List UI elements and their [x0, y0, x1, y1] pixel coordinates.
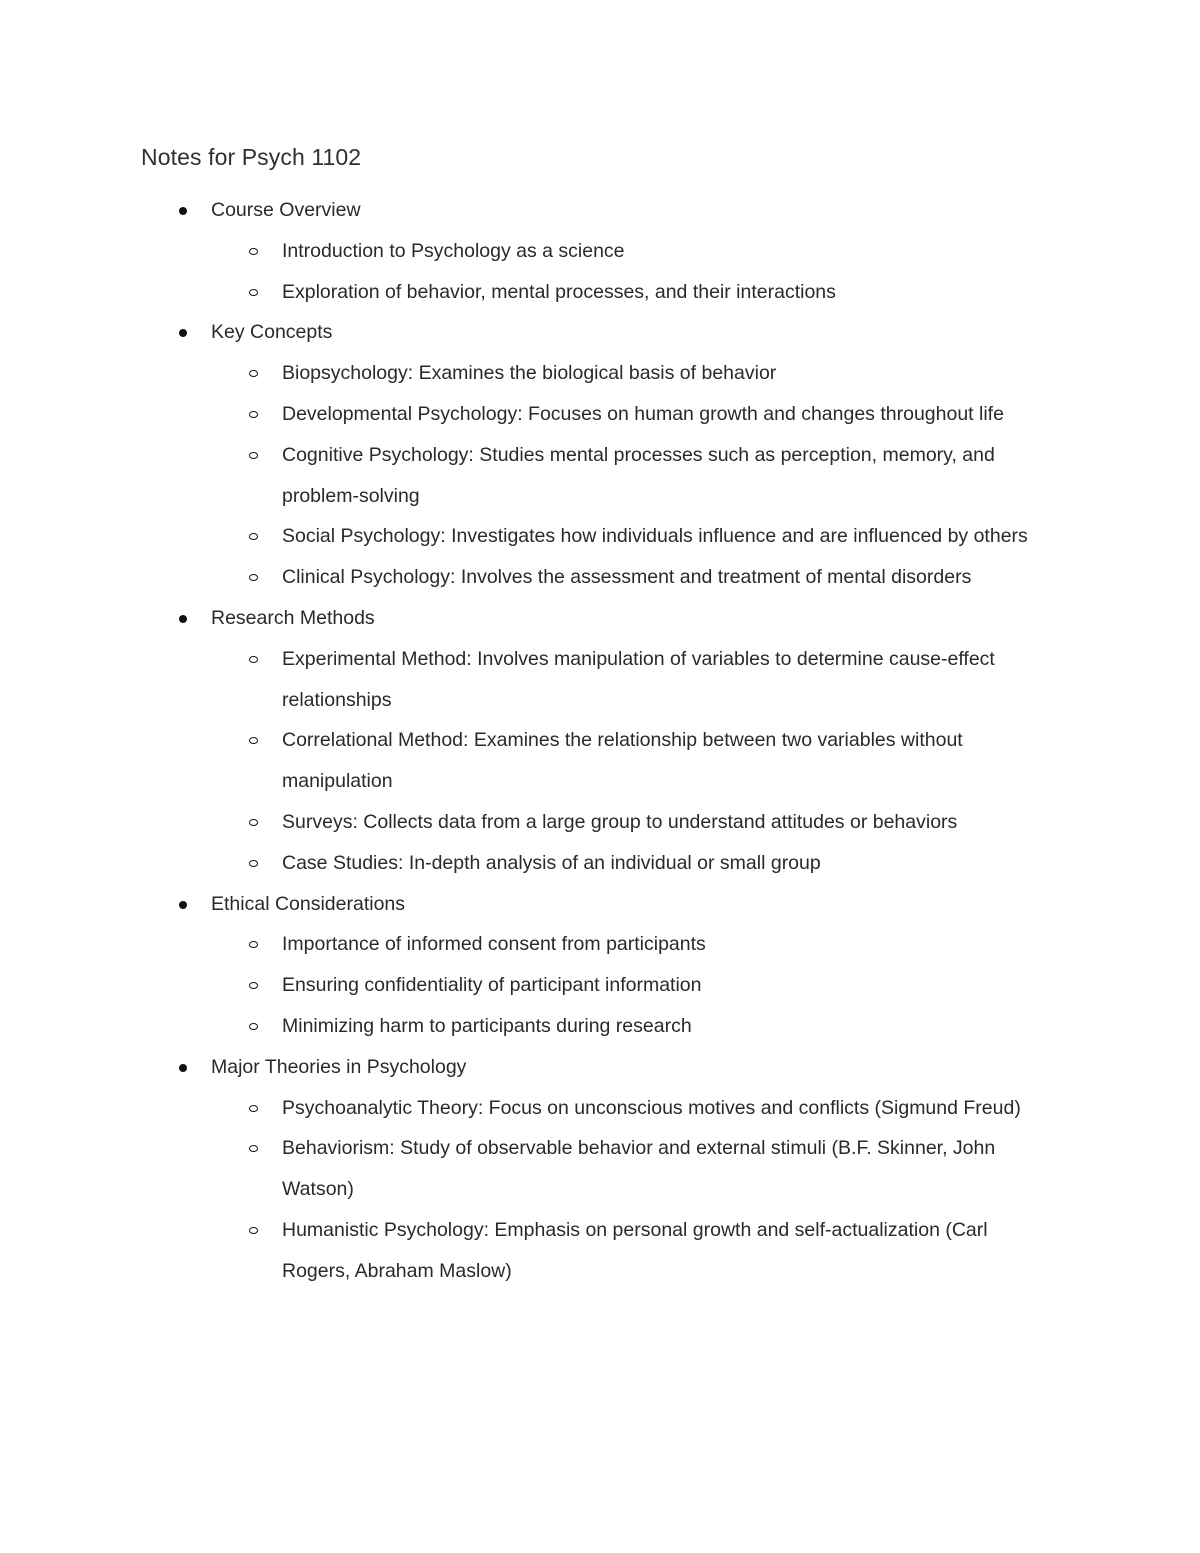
list-item: Humanistic Psychology: Emphasis on personal growth and self-actualization (Carl Rogers, Abraham Maslow) [0, 1210, 1052, 1292]
hollow-bullet-icon [249, 533, 258, 540]
hollow-bullet-icon [249, 289, 258, 296]
sub-list [0, 924, 1200, 1046]
hollow-bullet-icon [249, 1227, 258, 1234]
document-title: Notes for Psych 1102 [141, 144, 362, 170]
hollow-bullet-icon [249, 574, 258, 581]
hollow-bullet-icon [249, 819, 258, 826]
list-item: Behaviorism: Study of observable behavior and external stimuli (B.F. Skinner, John Watson) [0, 1128, 1052, 1210]
sub-list [0, 231, 1200, 313]
sub-list [0, 639, 1200, 884]
notes-outline [0, 190, 1200, 1292]
hollow-bullet-icon [249, 982, 258, 989]
section-heading-row [0, 190, 1200, 231]
list-item: Case Studies: In-depth analysis of an individual or small group [0, 843, 1052, 884]
list-item: Exploration of behavior, mental processes, and their interactions [0, 272, 1052, 313]
list-item: Experimental Method: Involves manipulation of variables to determine cause-effect relationships [0, 639, 1052, 721]
section-heading: Research Methods [211, 606, 375, 629]
section-major-theories [0, 1047, 1200, 1292]
sub-list [0, 1088, 1200, 1292]
list-item: Surveys: Collects data from a large group to understand attitudes or behaviors [0, 802, 1052, 843]
hollow-bullet-icon [249, 1145, 258, 1152]
section-heading: Course Overview [211, 199, 361, 221]
list-item: Introduction to Psychology as a science [0, 231, 1052, 272]
filled-bullet-icon [179, 1064, 187, 1072]
hollow-bullet-icon [249, 248, 258, 255]
hollow-bullet-icon [249, 452, 258, 459]
hollow-bullet-icon [249, 370, 258, 377]
section-heading: Key Concepts [211, 321, 333, 344]
hollow-bullet-icon [249, 1023, 258, 1030]
list-item: Biopsychology: Examines the biological basis of behavior [0, 353, 1052, 394]
list-item: Psychoanalytic Theory: Focus on unconscious motives and conflicts (Sigmund Freud) [0, 1088, 1052, 1129]
section-heading-row [0, 598, 1200, 639]
filled-bullet-icon [179, 329, 187, 337]
section-course-overview [0, 190, 1200, 312]
section-research-methods [0, 598, 1200, 884]
hollow-bullet-icon [249, 860, 258, 867]
hollow-bullet-icon [249, 1105, 258, 1112]
section-heading-row [0, 884, 1200, 925]
hollow-bullet-icon [249, 411, 258, 418]
hollow-bullet-icon [249, 656, 258, 663]
hollow-bullet-icon [249, 941, 258, 948]
list-item: Correlational Method: Examines the relationship between two variables without manipulation [0, 720, 1052, 802]
section-heading: Major Theories in Psychology [211, 1055, 467, 1078]
sub-list [0, 353, 1200, 598]
list-item: Ensuring confidentiality of participant information [0, 965, 1052, 1006]
section-key-concepts [0, 312, 1200, 598]
list-item: Social Psychology: Investigates how individuals influence and are influenced by others [0, 516, 1052, 557]
list-item: Developmental Psychology: Focuses on human growth and changes throughout life [0, 394, 1052, 435]
section-heading: Ethical Considerations [211, 892, 406, 915]
list-item: Minimizing harm to participants during research [0, 1006, 1052, 1047]
list-item: Importance of informed consent from participants [0, 924, 1052, 965]
list-item: Cognitive Psychology: Studies mental processes such as perception, memory, and problem-solving [0, 435, 1052, 517]
filled-bullet-icon [179, 207, 187, 215]
hollow-bullet-icon [249, 737, 258, 744]
section-ethical-considerations [0, 884, 1200, 1047]
filled-bullet-icon [179, 615, 187, 623]
section-heading-row [0, 312, 1200, 353]
list-item: Clinical Psychology: Involves the assessment and treatment of mental disorders [0, 557, 1052, 598]
section-heading-row [0, 1047, 1200, 1088]
filled-bullet-icon [179, 901, 187, 909]
